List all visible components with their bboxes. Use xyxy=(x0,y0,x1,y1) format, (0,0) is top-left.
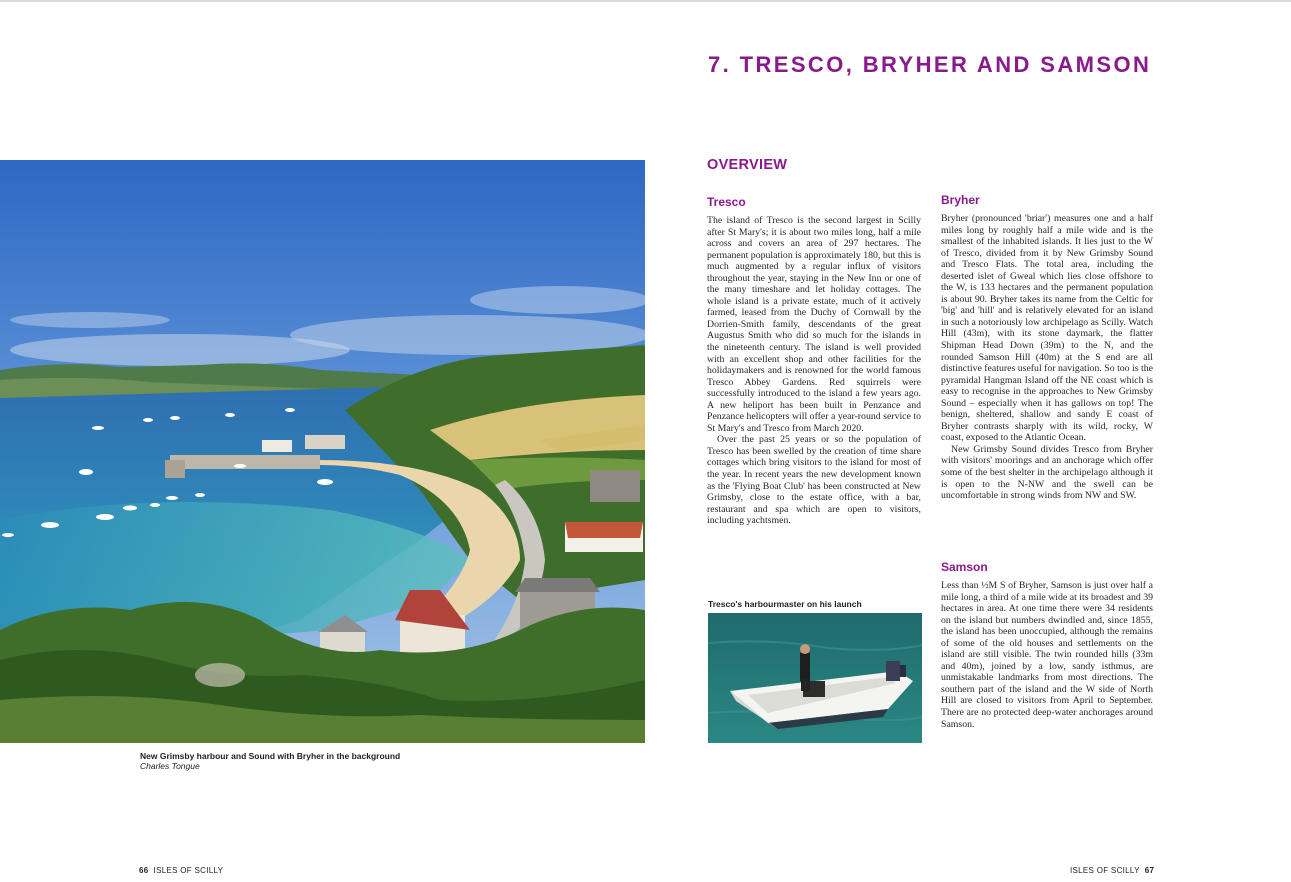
samson-body xyxy=(941,580,1153,730)
bryher-body xyxy=(941,213,1153,502)
page-number-left: 66 xyxy=(139,866,149,875)
running-title-right: ISLES OF SCILLY xyxy=(1070,866,1140,875)
bryher-heading: Bryher xyxy=(941,193,980,207)
chapter-title: 7. TRESCO, BRYHER AND SAMSON xyxy=(708,52,1152,77)
launch-photo xyxy=(708,613,922,743)
samson-paragraph-1: Less than ½M S of Bryher, Samson is just over half a mile long, a third of a mile wide at its broadest and 39 hectares in area. At one time there were 34 residents on the island but numbers dwindled and, since 1855, the island has been unoccupied, although the remains of some of the old houses and settlements on the island are still visible. The twin rounded hills (33m and 40m), joined by a low, sandy isthmus, are unmistakable landmarks from most directions. The southern part of the island and the W side of North Hill are closed to visitors from April to September. There are no protected deep-water anchorages around Samson. xyxy=(941,580,1153,730)
overview-heading: OVERVIEW xyxy=(707,157,788,173)
footer-left xyxy=(139,866,223,875)
footer-right xyxy=(1070,866,1154,875)
caption-text: New Grimsby harbour and Sound with Bryher in the background xyxy=(140,751,401,761)
tresco-heading: Tresco xyxy=(707,195,746,209)
page-top-rule xyxy=(0,0,1291,2)
bryher-paragraph-2: New Grimsby Sound divides Tresco from Bryher with visitors' moorings and an anchorage which offer some of the best shelter in the archipelago although it is open to the N-NW and the swell can be uncomfortable in strong winds from NW and SW. xyxy=(941,443,1153,502)
samson-heading: Samson xyxy=(941,560,988,574)
tresco-paragraph-1: The island of Tresco is the second largest in Scilly after St Mary's; it is about two miles long, half a mile across and covers an area of 297 hectares. The permanent population is approximately 180, but this is much augmented by a regular influx of visitors throughout the year, staying in the New Inn or one of the many timeshare and let holiday cottages. The whole island is a private estate, much of it actively farmed, leased from the Duchy of Cornwall by the Dorrien-Smith family, descendants of the great Augustus Smith who did so much for the islands in the nineteenth century. The island is well provided with an excellent shop and other facilities for the holidaymakers and is renowned for the world famous Tresco Abbey Gardens. Red squirrels were successfully introduced to the island a few years ago. A new heliport has been built in Penzance and Penzance helicopters will offer a year-round service to St Mary's and Tresco from March 2020. xyxy=(707,215,921,434)
harbour-photo xyxy=(0,160,645,743)
photo-credit: Charles Tongue xyxy=(140,761,200,771)
bryher-paragraph-1: Bryher (pronounced 'briar') measures one and a half miles long by roughly half a mile wide and is the smallest of the inhabited islands. It lies just to the W of Tresco, divided from it by New Grimsby Sound and Tresco Flats. The total area, including the deserted islet of Gweal which lies close offshore to the W, is 133 hectares and the permanent population is about 90. Bryher takes its name from the Celtic for 'big' and 'hill' and is relatively elevated for an island in such a notoriously low archipelago as Scilly. Watch Hill (43m), with its stone daymark, the flatter Shipman Head Down (39m) to the N, and the rounded Samson Hill (40m) at the S end are all distinctive features useful for navigation. So too is the pyramidal Hangman Island off the NE coast which is easy to recognise in the approaches to New Grimsby Sound – especially when it has gallows on top! The benign, sheltered, shallow and sandy E coast of Bryher contrasts sharply with its wild, rocky, W coast, exposed to the Atlantic Ocean. xyxy=(941,213,1153,444)
launch-photo-caption: Tresco's harbourmaster on his launch xyxy=(708,599,862,609)
page-number-right: 67 xyxy=(1144,866,1155,875)
tresco-body xyxy=(707,215,921,527)
harbour-photo-caption xyxy=(140,751,400,771)
tresco-paragraph-2: Over the past 25 years or so the population of Tresco has been swelled by the creation of time share cottages which bring visitors to the island for most of the year. In recent years the new development known as the 'Flying Boat Club' has been constructed at New Grimsby, close to the estate office, with a bar, restaurant and spa which are open to visitors, including yachtsmen. xyxy=(707,434,921,527)
running-title-left: ISLES OF SCILLY xyxy=(153,866,224,875)
